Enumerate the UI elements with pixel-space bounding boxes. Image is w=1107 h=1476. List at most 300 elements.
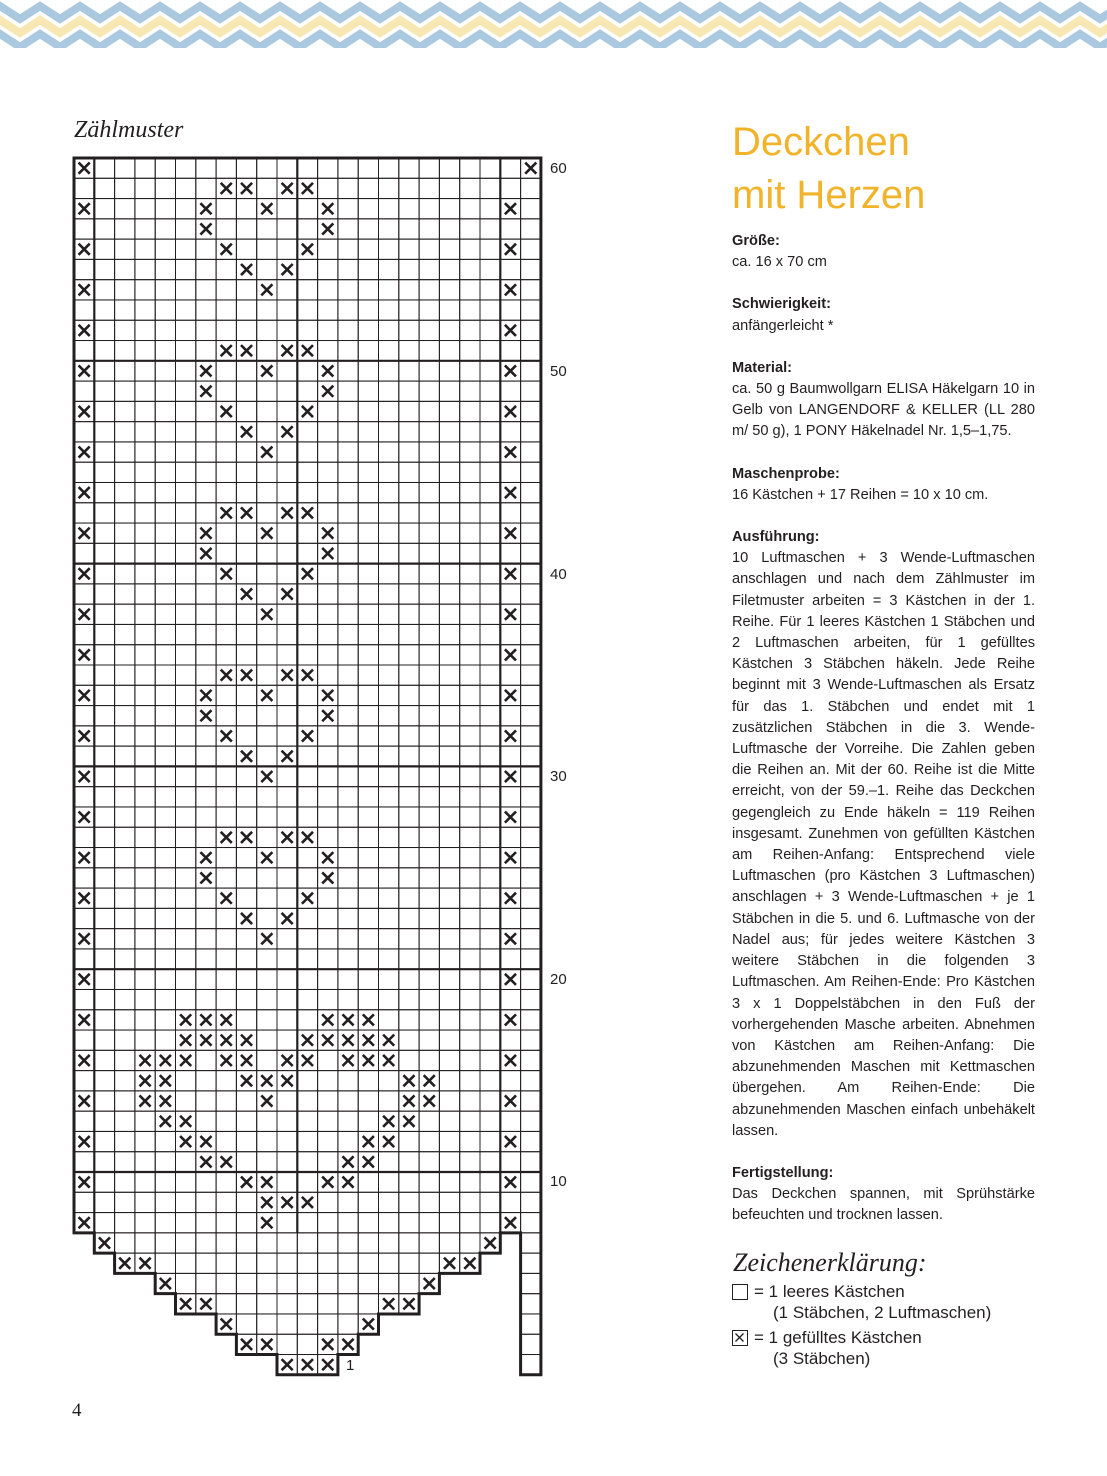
grid-cell	[521, 1030, 541, 1050]
grid-cell	[196, 320, 216, 340]
grid-cell	[115, 624, 135, 644]
filled-mark	[221, 1055, 232, 1066]
grid-cell	[196, 1172, 216, 1192]
filled-mark	[79, 730, 90, 741]
grid-cell	[419, 726, 439, 746]
grid-cell	[277, 523, 297, 543]
grid-cell	[338, 239, 358, 259]
grid-cell	[74, 341, 94, 361]
filled-mark	[302, 1035, 313, 1046]
grid-cell	[236, 1294, 256, 1314]
grid-cell	[176, 1233, 196, 1253]
grid-cell	[277, 1253, 297, 1273]
grid-cell	[176, 178, 196, 198]
grid-cell	[439, 766, 459, 786]
grid-cell	[297, 746, 317, 766]
grid-cell	[480, 523, 500, 543]
grid-cell	[135, 929, 155, 949]
grid-cell	[460, 1071, 480, 1091]
filled-mark	[200, 710, 211, 721]
grid-cell	[257, 989, 277, 1009]
grid-cell	[94, 543, 114, 563]
grid-cell	[176, 685, 196, 705]
grid-cell	[135, 341, 155, 361]
grid-cell	[399, 199, 419, 219]
grid-cell	[399, 746, 419, 766]
grid-cell	[297, 422, 317, 442]
grid-cell	[176, 807, 196, 827]
section-heading: Maschenprobe:	[732, 465, 840, 482]
grid-cell	[521, 503, 541, 523]
filled-mark	[322, 548, 333, 559]
filled-mark	[322, 1177, 333, 1188]
grid-cell	[480, 381, 500, 401]
grid-cell	[176, 949, 196, 969]
grid-cell	[318, 929, 338, 949]
grid-cell	[419, 442, 439, 462]
grid-cell	[176, 969, 196, 989]
filled-mark	[424, 1095, 435, 1106]
grid-cell	[419, 807, 439, 827]
grid-cell	[135, 1111, 155, 1131]
grid-cell	[338, 685, 358, 705]
grid-cell	[216, 624, 236, 644]
grid-cell	[399, 300, 419, 320]
grid-cell	[358, 584, 378, 604]
filled-mark	[383, 1136, 394, 1147]
filled-mark	[261, 1095, 272, 1106]
grid-cell	[460, 1213, 480, 1233]
grid-cell	[379, 1273, 399, 1293]
grid-cell	[176, 1091, 196, 1111]
grid-cell	[155, 787, 175, 807]
grid-cell	[318, 604, 338, 624]
grid-cell	[439, 381, 459, 401]
grid-cell	[94, 442, 114, 462]
grid-cell	[297, 1213, 317, 1233]
grid-cell	[379, 1233, 399, 1253]
grid-cell	[115, 1213, 135, 1233]
grid-cell	[480, 706, 500, 726]
filled-mark	[79, 203, 90, 214]
grid-cell	[74, 949, 94, 969]
grid-cell	[277, 543, 297, 563]
grid-cell	[277, 1091, 297, 1111]
grid-cell	[216, 746, 236, 766]
grid-cell	[196, 1213, 216, 1233]
grid-cell	[419, 1172, 439, 1192]
grid-cell	[155, 564, 175, 584]
grid-cell	[94, 1030, 114, 1050]
grid-cell	[460, 564, 480, 584]
grid-cell	[379, 280, 399, 300]
grid-cell	[216, 1131, 236, 1151]
filled-mark	[241, 1339, 252, 1350]
grid-cell	[500, 462, 520, 482]
grid-cell	[94, 685, 114, 705]
grid-cell	[216, 949, 236, 969]
filled-mark	[180, 1035, 191, 1046]
filled-mark	[444, 1258, 455, 1269]
grid-cell	[236, 645, 256, 665]
filled-mark	[221, 244, 232, 255]
grid-cell	[297, 787, 317, 807]
grid-cell	[216, 361, 236, 381]
grid-cell	[297, 969, 317, 989]
grid-cell	[155, 1253, 175, 1273]
grid-cell	[419, 381, 439, 401]
grid-cell	[135, 1192, 155, 1212]
grid-cell	[155, 726, 175, 746]
grid-cell	[439, 624, 459, 644]
grid-cell	[176, 320, 196, 340]
grid-cell	[460, 361, 480, 381]
grid-cell	[318, 766, 338, 786]
grid-cell	[155, 543, 175, 563]
filled-mark	[140, 1258, 151, 1269]
grid-cell	[419, 401, 439, 421]
grid-cell	[399, 908, 419, 928]
grid-cell	[439, 482, 459, 502]
grid-cell	[521, 1131, 541, 1151]
grid-cell	[521, 746, 541, 766]
grid-cell	[358, 706, 378, 726]
grid-cell	[379, 1071, 399, 1091]
grid-cell	[460, 341, 480, 361]
filled-mark	[200, 1014, 211, 1025]
grid-cell	[216, 1172, 236, 1192]
grid-cell	[115, 706, 135, 726]
grid-cell	[135, 219, 155, 239]
grid-cell	[257, 868, 277, 888]
grid-cell	[419, 624, 439, 644]
grid-cell	[277, 239, 297, 259]
grid-cell	[155, 503, 175, 523]
filled-mark	[322, 1014, 333, 1025]
grid-cell	[216, 868, 236, 888]
grid-cell	[419, 199, 439, 219]
grid-cell	[94, 584, 114, 604]
grid-cell	[115, 158, 135, 178]
grid-cell	[196, 1111, 216, 1131]
grid-cell	[196, 158, 216, 178]
grid-cell	[155, 523, 175, 543]
grid-cell	[379, 645, 399, 665]
grid-cell	[155, 908, 175, 928]
grid-cell	[500, 158, 520, 178]
grid-cell	[460, 929, 480, 949]
grid-cell	[358, 1192, 378, 1212]
filled-mark	[363, 1136, 374, 1147]
grid-cell	[358, 178, 378, 198]
grid-cell	[74, 1152, 94, 1172]
grid-cell	[74, 706, 94, 726]
grid-cell	[236, 766, 256, 786]
grid-cell	[500, 787, 520, 807]
grid-cell	[135, 1030, 155, 1050]
grid-cell	[521, 1152, 541, 1172]
grid-cell	[480, 543, 500, 563]
filled-mark	[343, 1177, 354, 1188]
grid-cell	[216, 989, 236, 1009]
grid-cell	[338, 401, 358, 421]
filled-mark	[79, 568, 90, 579]
grid-cell	[216, 199, 236, 219]
grid-cell	[257, 1233, 277, 1253]
grid-cell	[338, 462, 358, 482]
grid-cell	[94, 1071, 114, 1091]
grid-cell	[419, 949, 439, 969]
grid-cell	[439, 462, 459, 482]
grid-cell	[399, 543, 419, 563]
grid-cell	[115, 543, 135, 563]
grid-cell	[277, 381, 297, 401]
grid-cell	[74, 989, 94, 1009]
grid-cell	[135, 888, 155, 908]
grid-cell	[521, 422, 541, 442]
filled-mark	[505, 406, 516, 417]
row-number-30: 30	[550, 768, 567, 785]
grid-cell	[379, 868, 399, 888]
grid-cell	[358, 969, 378, 989]
grid-cell	[419, 1152, 439, 1172]
grid-cell	[94, 564, 114, 584]
filled-mark	[200, 528, 211, 539]
grid-cell	[257, 543, 277, 563]
grid-cell	[419, 706, 439, 726]
filled-mark	[505, 852, 516, 863]
grid-cell	[379, 685, 399, 705]
grid-cell	[419, 584, 439, 604]
grid-cell	[460, 462, 480, 482]
grid-cell	[277, 1273, 297, 1293]
grid-cell	[379, 259, 399, 279]
grid-cell	[176, 259, 196, 279]
grid-cell	[196, 584, 216, 604]
grid-cell	[379, 1172, 399, 1192]
grid-cell	[155, 706, 175, 726]
title-line-1: Deckchen	[732, 120, 910, 164]
grid-cell	[74, 178, 94, 198]
grid-cell	[521, 1273, 541, 1293]
grid-cell	[297, 989, 317, 1009]
grid-cell	[500, 1111, 520, 1131]
grid-cell	[196, 422, 216, 442]
grid-cell	[216, 543, 236, 563]
grid-cell	[216, 280, 236, 300]
grid-cell	[439, 726, 459, 746]
grid-cell	[358, 523, 378, 543]
grid-cell	[155, 219, 175, 239]
grid-cell	[135, 178, 155, 198]
grid-cell	[216, 584, 236, 604]
grid-cell	[115, 1091, 135, 1111]
grid-cell	[358, 989, 378, 1009]
grid-cell	[196, 604, 216, 624]
filled-mark	[302, 832, 313, 843]
grid-cell	[277, 1294, 297, 1314]
legend-title: Zeichenerklärung:	[733, 1248, 927, 1277]
grid-cell	[521, 706, 541, 726]
grid-cell	[399, 1152, 419, 1172]
grid-cell	[480, 584, 500, 604]
grid-cell	[155, 320, 175, 340]
grid-cell	[155, 341, 175, 361]
filled-mark	[241, 345, 252, 356]
grid-cell	[277, 929, 297, 949]
grid-cell	[318, 1152, 338, 1172]
grid-cell	[155, 361, 175, 381]
grid-cell	[196, 259, 216, 279]
grid-cell	[196, 1253, 216, 1273]
grid-cell	[358, 381, 378, 401]
grid-cell	[338, 584, 358, 604]
grid-cell	[318, 259, 338, 279]
grid-cell	[135, 401, 155, 421]
grid-cell	[196, 827, 216, 847]
filled-mark	[261, 852, 272, 863]
grid-cell	[135, 300, 155, 320]
grid-cell	[419, 929, 439, 949]
grid-cell	[460, 706, 480, 726]
grid-cell	[318, 1233, 338, 1253]
filled-mark	[79, 365, 90, 376]
grid-cell	[297, 848, 317, 868]
grid-cell	[94, 929, 114, 949]
grid-cell	[196, 239, 216, 259]
grid-cell	[419, 462, 439, 482]
grid-cell	[480, 645, 500, 665]
filled-mark	[302, 568, 313, 579]
filled-mark	[403, 1095, 414, 1106]
grid-cell	[196, 1050, 216, 1070]
grid-cell	[176, 442, 196, 462]
filled-mark	[221, 345, 232, 356]
grid-cell	[399, 787, 419, 807]
grid-cell	[399, 807, 419, 827]
grid-cell	[460, 219, 480, 239]
grid-cell	[257, 300, 277, 320]
grid-cell	[115, 746, 135, 766]
grid-cell	[521, 1213, 541, 1233]
grid-cell	[399, 868, 419, 888]
grid-cell	[521, 1050, 541, 1070]
grid-cell	[196, 624, 216, 644]
grid-cell	[236, 482, 256, 502]
grid-cell	[480, 178, 500, 198]
grid-cell	[176, 482, 196, 502]
grid-cell	[358, 361, 378, 381]
grid-cell	[236, 361, 256, 381]
grid-cell	[379, 422, 399, 442]
grid-cell	[115, 280, 135, 300]
grid-cell	[358, 624, 378, 644]
grid-cell	[318, 442, 338, 462]
grid-cell	[155, 584, 175, 604]
grid-cell	[521, 1091, 541, 1111]
grid-cell	[94, 158, 114, 178]
grid-cell	[135, 908, 155, 928]
grid-cell	[419, 1010, 439, 1030]
filled-mark	[79, 325, 90, 336]
grid-cell	[460, 543, 480, 563]
grid-cell	[216, 259, 236, 279]
filled-mark	[79, 1217, 90, 1228]
grid-cell	[196, 1233, 216, 1253]
grid-cell	[358, 827, 378, 847]
grid-cell	[236, 1111, 256, 1131]
grid-cell	[318, 1091, 338, 1111]
grid-cell	[399, 1172, 419, 1192]
grid-cell	[379, 462, 399, 482]
grid-cell	[135, 827, 155, 847]
page-title	[732, 116, 925, 222]
grid-cell	[135, 746, 155, 766]
filled-mark	[505, 730, 516, 741]
grid-cell	[176, 645, 196, 665]
grid-cell	[94, 1091, 114, 1111]
filled-mark	[505, 812, 516, 823]
grid-cell	[460, 665, 480, 685]
grid-cell	[379, 969, 399, 989]
filled-mark	[505, 203, 516, 214]
grid-cell	[358, 685, 378, 705]
grid-cell	[297, 949, 317, 969]
grid-cell	[135, 766, 155, 786]
grid-cell	[439, 604, 459, 624]
filled-mark	[322, 528, 333, 539]
grid-cell	[379, 949, 399, 969]
grid-cell	[115, 1172, 135, 1192]
grid-cell	[338, 1131, 358, 1151]
grid-cell	[419, 787, 439, 807]
grid-cell	[480, 1172, 500, 1192]
grid-cell	[419, 219, 439, 239]
grid-cell	[297, 1172, 317, 1192]
grid-cell	[439, 300, 459, 320]
grid-cell	[379, 1091, 399, 1111]
grid-cell	[155, 766, 175, 786]
grid-cell	[338, 199, 358, 219]
grid-cell	[94, 969, 114, 989]
grid-cell	[480, 300, 500, 320]
grid-cell	[297, 300, 317, 320]
grid-cell	[176, 665, 196, 685]
grid-cell	[318, 1192, 338, 1212]
grid-cell	[236, 685, 256, 705]
filled-mark	[505, 568, 516, 579]
grid-cell	[399, 766, 419, 786]
grid-cell	[439, 645, 459, 665]
filled-mark	[180, 1136, 191, 1147]
grid-cell	[74, 787, 94, 807]
grid-cell	[155, 178, 175, 198]
grid-cell	[115, 219, 135, 239]
grid-cell	[216, 1071, 236, 1091]
grid-cell	[318, 300, 338, 320]
filled-mark	[160, 1278, 171, 1289]
grid-cell	[236, 726, 256, 746]
grid-cell	[176, 158, 196, 178]
filled-mark	[505, 284, 516, 295]
filled-mark	[79, 487, 90, 498]
grid-cell	[318, 584, 338, 604]
grid-cell	[176, 300, 196, 320]
grid-cell	[115, 239, 135, 259]
grid-lines	[74, 158, 541, 1375]
grid-cell	[196, 503, 216, 523]
grid-cell	[115, 482, 135, 502]
